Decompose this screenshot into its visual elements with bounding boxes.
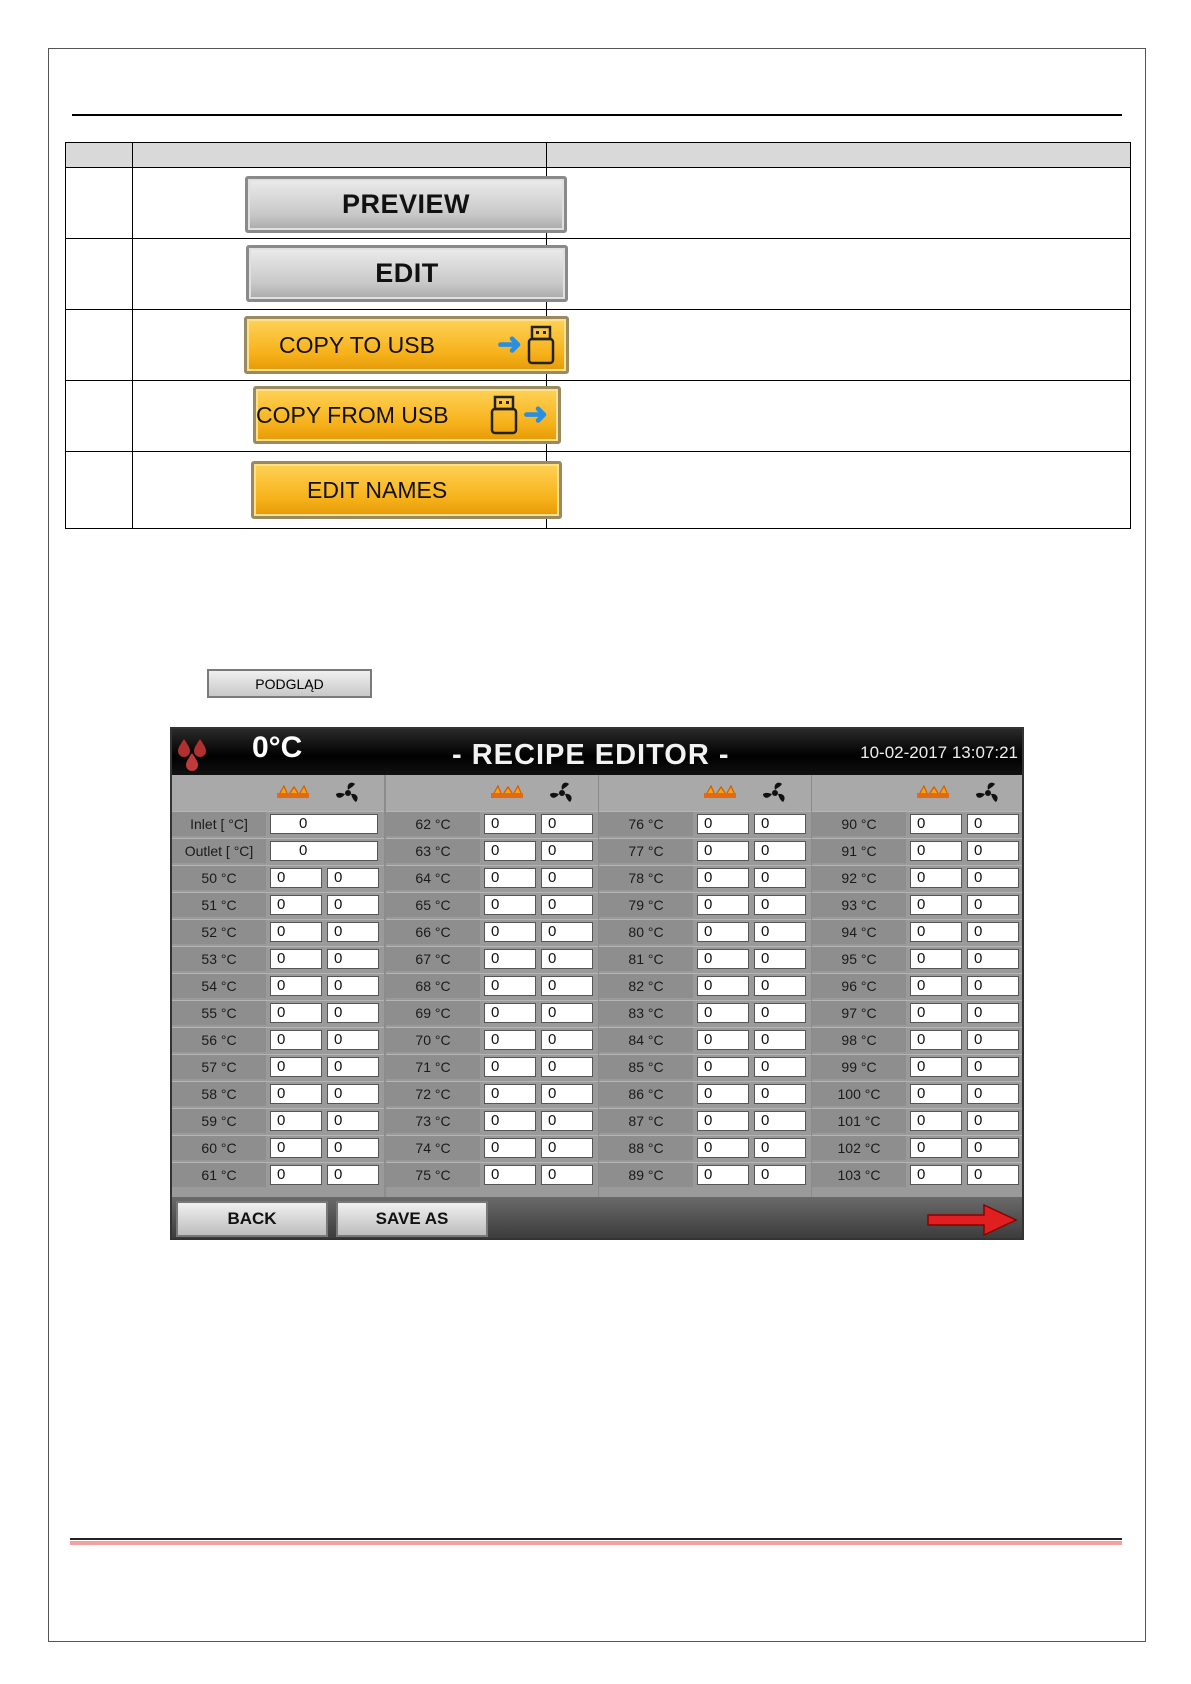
table-row (66, 239, 1131, 310)
footer-rule (70, 1538, 1122, 1540)
fan-value-field[interactable]: 0 (327, 949, 379, 969)
temperature-row (172, 1000, 384, 1025)
temperature-label: 88 °C (599, 1136, 693, 1160)
temperature-label: 89 °C (599, 1163, 693, 1187)
temperature-row (172, 1081, 384, 1106)
table-row (66, 381, 1131, 452)
temperature-row (172, 919, 384, 944)
fan-icon (974, 779, 1002, 812)
fan-value-field[interactable]: 0 (327, 922, 379, 942)
table-row (66, 310, 1131, 381)
heater-value-field[interactable]: 0 (484, 1030, 536, 1050)
fan-value-field[interactable]: 0 (541, 976, 593, 996)
heater-value-field[interactable]: 0 (484, 922, 536, 942)
heater-value-field[interactable]: 0 (697, 922, 749, 942)
fan-value-field[interactable]: 0 (541, 1030, 593, 1050)
temperature-label: 69 °C (386, 1001, 480, 1025)
temperature-label: 99 °C (812, 1055, 906, 1079)
fan-value-field[interactable]: 0 (754, 976, 806, 996)
temperature-label: 63 °C (386, 839, 480, 863)
heater-value-field[interactable]: 0 (697, 1138, 749, 1158)
temperature-label: 74 °C (386, 1136, 480, 1160)
fan-value-field[interactable]: 0 (967, 922, 1019, 942)
temperature-row (812, 1162, 1022, 1187)
temperature-label: 80 °C (599, 920, 693, 944)
copy-from-usb-label: COPY FROM USB (256, 401, 449, 428)
fan-value-field[interactable]: 0 (541, 1165, 593, 1185)
temperature-row (386, 1162, 598, 1187)
heater-value-field[interactable]: 0 (270, 949, 322, 969)
heater-value-field[interactable]: 0 (910, 1165, 962, 1185)
heater-value-field[interactable]: 0 (910, 1138, 962, 1158)
icon-header-row (386, 775, 598, 811)
table-cell (133, 452, 547, 529)
temperature-label: 81 °C (599, 947, 693, 971)
fan-value-field[interactable]: 0 (541, 1057, 593, 1077)
temperature-label: 65 °C (386, 893, 480, 917)
temperature-label: 87 °C (599, 1109, 693, 1133)
temperature-label: 92 °C (812, 866, 906, 890)
temperature-row (812, 892, 1022, 917)
recipe-column (386, 775, 598, 1197)
current-temperature: 0°C (252, 731, 303, 764)
inlet-row (172, 811, 384, 836)
inlet-label: Inlet [ °C] (172, 812, 266, 836)
heater-value-field[interactable]: 0 (270, 1003, 322, 1023)
temperature-label: 55 °C (172, 1001, 266, 1025)
heater-value-field[interactable]: 0 (484, 1111, 536, 1131)
temperature-row (812, 1054, 1022, 1079)
table-cell (66, 168, 133, 239)
temperature-label: 67 °C (386, 947, 480, 971)
preview-button[interactable]: PREVIEW (245, 176, 567, 233)
header-rule (72, 114, 1122, 116)
fan-icon (761, 779, 789, 812)
edit-names-button[interactable]: EDIT NAMES (251, 461, 562, 519)
temperature-row (172, 892, 384, 917)
fan-value-field[interactable]: 0 (754, 841, 806, 861)
table-row (66, 452, 1131, 529)
save-as-button[interactable]: SAVE AS (336, 1201, 488, 1237)
outlet-row (172, 838, 384, 863)
temperature-label: 68 °C (386, 974, 480, 998)
heater-icon (490, 785, 524, 804)
fan-value-field[interactable]: 0 (541, 841, 593, 861)
heater-value-field[interactable]: 0 (697, 949, 749, 969)
heater-value-field[interactable]: 0 (910, 895, 962, 915)
temperature-label: 66 °C (386, 920, 480, 944)
heater-value-field[interactable]: 0 (910, 868, 962, 888)
heater-value-field[interactable]: 0 (697, 868, 749, 888)
fan-value-field[interactable]: 0 (541, 868, 593, 888)
usb-transfer-icon (489, 395, 548, 435)
copy-to-usb-label: COPY TO USB (279, 331, 435, 358)
fan-value-field[interactable]: 0 (967, 841, 1019, 861)
fan-value-field[interactable]: 0 (967, 1111, 1019, 1131)
fan-value-field[interactable]: 0 (967, 949, 1019, 969)
temperature-label: 98 °C (812, 1028, 906, 1052)
fan-value-field[interactable]: 0 (541, 895, 593, 915)
heater-value-field[interactable]: 0 (484, 895, 536, 915)
fan-value-field[interactable]: 0 (967, 1057, 1019, 1077)
temperature-label: 84 °C (599, 1028, 693, 1052)
heater-value-field[interactable]: 0 (910, 841, 962, 861)
heater-value-field[interactable]: 0 (484, 841, 536, 861)
fan-value-field[interactable]: 0 (541, 1138, 593, 1158)
temperature-label: 76 °C (599, 812, 693, 836)
temperature-label: 93 °C (812, 893, 906, 917)
footer-accent-rule (70, 1541, 1122, 1545)
fan-value-field[interactable]: 0 (754, 1030, 806, 1050)
fan-value-field[interactable]: 0 (754, 1111, 806, 1131)
fan-value-field[interactable]: 0 (754, 1057, 806, 1077)
temperature-row (599, 838, 811, 863)
fan-value-field[interactable]: 0 (967, 1138, 1019, 1158)
table-cell (66, 239, 133, 310)
temperature-row (599, 919, 811, 944)
heater-value-field[interactable]: 0 (270, 976, 322, 996)
heater-value-field[interactable]: 0 (270, 895, 322, 915)
heater-value-field[interactable]: 0 (270, 1165, 322, 1185)
outlet-label: Outlet [ °C] (172, 839, 266, 863)
outlet-field[interactable]: 0 (270, 841, 378, 861)
temperature-label: 96 °C (812, 974, 906, 998)
heater-value-field[interactable]: 0 (484, 1084, 536, 1104)
fan-value-field[interactable]: 0 (327, 1003, 379, 1023)
temperature-label: 103 °C (812, 1163, 906, 1187)
next-page-arrow-icon[interactable] (926, 1203, 1018, 1237)
temperature-row (386, 811, 598, 836)
heater-value-field[interactable]: 0 (697, 976, 749, 996)
temperature-label: 57 °C (172, 1055, 266, 1079)
table-header-row (66, 143, 1131, 168)
heater-value-field[interactable]: 0 (697, 895, 749, 915)
heater-value-field[interactable]: 0 (697, 814, 749, 834)
fan-value-field[interactable]: 0 (967, 1165, 1019, 1185)
temperature-row (812, 1081, 1022, 1106)
recipe-column (812, 775, 1022, 1197)
heater-icon (703, 785, 737, 804)
fan-value-field[interactable]: 0 (967, 976, 1019, 996)
temperature-row (599, 1054, 811, 1079)
heater-value-field[interactable]: 0 (910, 976, 962, 996)
icon-header-row (172, 775, 384, 811)
header-cell (133, 143, 547, 168)
heater-icon (276, 785, 310, 804)
temperature-row (172, 1027, 384, 1052)
temperature-row (386, 1108, 598, 1133)
temperature-row (812, 865, 1022, 890)
icon-header-row (812, 775, 1022, 811)
table-row (66, 168, 1131, 239)
temperature-label: 72 °C (386, 1082, 480, 1106)
back-button[interactable]: BACK (176, 1201, 328, 1237)
copy-from-usb-button[interactable] (253, 386, 561, 444)
fan-value-field[interactable]: 0 (541, 1084, 593, 1104)
recipe-column (172, 775, 384, 1197)
usb-stick-icon (526, 325, 556, 365)
temperature-label: 62 °C (386, 812, 480, 836)
temperature-row (386, 919, 598, 944)
temperature-row (386, 892, 598, 917)
fan-value-field[interactable]: 0 (327, 1057, 379, 1077)
temperature-label: 70 °C (386, 1028, 480, 1052)
temperature-row (812, 973, 1022, 998)
fan-value-field[interactable]: 0 (327, 1111, 379, 1131)
temperature-row (386, 946, 598, 971)
fan-value-field[interactable]: 0 (541, 814, 593, 834)
heater-value-field[interactable]: 0 (910, 1111, 962, 1131)
heater-value-field[interactable]: 0 (270, 1057, 322, 1077)
temperature-label: 94 °C (812, 920, 906, 944)
table-cell (133, 168, 547, 239)
fan-value-field[interactable]: 0 (327, 976, 379, 996)
buttons-table (65, 142, 1131, 529)
temperature-row (599, 946, 811, 971)
temperature-row (812, 1000, 1022, 1025)
table-cell (547, 381, 1131, 452)
header-cell (66, 143, 133, 168)
fan-value-field[interactable]: 0 (541, 949, 593, 969)
fan-value-field[interactable]: 0 (327, 1084, 379, 1104)
heater-value-field[interactable]: 0 (484, 976, 536, 996)
heater-value-field[interactable]: 0 (697, 1030, 749, 1050)
temperature-row (386, 1054, 598, 1079)
temperature-label: 71 °C (386, 1055, 480, 1079)
header-cell (547, 143, 1131, 168)
temperature-row (386, 1135, 598, 1160)
temperature-row (386, 973, 598, 998)
fan-value-field[interactable]: 0 (754, 868, 806, 888)
temperature-label: 95 °C (812, 947, 906, 971)
temperature-row (172, 1054, 384, 1079)
hmi-header (172, 729, 1022, 775)
heater-value-field[interactable]: 0 (697, 1165, 749, 1185)
temperature-label: 53 °C (172, 947, 266, 971)
temperature-row (812, 919, 1022, 944)
fan-value-field[interactable]: 0 (541, 1003, 593, 1023)
temperature-row (599, 1081, 811, 1106)
temperature-label: 97 °C (812, 1001, 906, 1025)
edit-button[interactable]: EDIT (246, 245, 568, 302)
heater-value-field[interactable]: 0 (270, 1138, 322, 1158)
usb-transfer-icon (497, 325, 556, 365)
table-cell (547, 452, 1131, 529)
temperature-row (386, 1000, 598, 1025)
temperature-row (172, 1162, 384, 1187)
inlet-field[interactable]: 0 (270, 814, 378, 834)
table-cell (133, 239, 547, 310)
temperature-label: 86 °C (599, 1082, 693, 1106)
temperature-label: 85 °C (599, 1055, 693, 1079)
heater-value-field[interactable]: 0 (697, 841, 749, 861)
table-cell (66, 452, 133, 529)
fan-value-field[interactable]: 0 (967, 868, 1019, 888)
temperature-row (812, 1135, 1022, 1160)
temperature-row (599, 1108, 811, 1133)
heater-value-field[interactable]: 0 (484, 949, 536, 969)
heater-value-field[interactable]: 0 (484, 1165, 536, 1185)
temperature-row (599, 892, 811, 917)
fan-value-field[interactable]: 0 (754, 949, 806, 969)
fan-icon (334, 779, 362, 812)
arrow-right-icon: ➜ (522, 398, 548, 431)
drops-logo-icon (178, 737, 208, 771)
temperature-row (812, 1108, 1022, 1133)
heater-value-field[interactable]: 0 (910, 949, 962, 969)
fan-value-field[interactable]: 0 (967, 1084, 1019, 1104)
temperature-label: 101 °C (812, 1109, 906, 1133)
usb-stick-icon (489, 395, 519, 435)
fan-value-field[interactable]: 0 (754, 922, 806, 942)
temperature-row (812, 838, 1022, 863)
fan-value-field[interactable]: 0 (327, 1030, 379, 1050)
datetime: 10-02-2017 13:07:21 (860, 743, 1018, 762)
heater-value-field[interactable]: 0 (484, 1138, 536, 1158)
temperature-row (812, 1027, 1022, 1052)
temperature-label: 59 °C (172, 1109, 266, 1133)
fan-value-field[interactable]: 0 (754, 814, 806, 834)
temperature-label: 52 °C (172, 920, 266, 944)
temperature-label: 60 °C (172, 1136, 266, 1160)
recipe-column (599, 775, 811, 1197)
hmi-footer (172, 1197, 1022, 1240)
fan-value-field[interactable]: 0 (327, 868, 379, 888)
fan-value-field[interactable]: 0 (754, 1003, 806, 1023)
temperature-label: 58 °C (172, 1082, 266, 1106)
temperature-row (172, 1135, 384, 1160)
temperature-row (386, 1081, 598, 1106)
temperature-row (386, 838, 598, 863)
temperature-row (599, 1000, 811, 1025)
recipe-editor-screen (170, 727, 1024, 1240)
fan-icon (548, 779, 576, 812)
podglad-button[interactable]: PODGLĄD (207, 669, 372, 698)
temperature-label: 100 °C (812, 1082, 906, 1106)
temperature-label: 75 °C (386, 1163, 480, 1187)
screen-title: - RECIPE EDITOR - (452, 739, 730, 771)
temperature-row (812, 946, 1022, 971)
heater-value-field[interactable]: 0 (484, 1003, 536, 1023)
fan-value-field[interactable]: 0 (967, 1003, 1019, 1023)
temperature-row (599, 1162, 811, 1187)
fan-value-field[interactable]: 0 (327, 1165, 379, 1185)
temperature-label: 79 °C (599, 893, 693, 917)
fan-value-field[interactable]: 0 (541, 922, 593, 942)
temperature-row (386, 865, 598, 890)
temperature-row (599, 1027, 811, 1052)
fan-value-field[interactable]: 0 (967, 814, 1019, 834)
temperature-row (386, 1027, 598, 1052)
heater-value-field[interactable]: 0 (910, 1030, 962, 1050)
heater-value-field[interactable]: 0 (270, 868, 322, 888)
fan-value-field[interactable]: 0 (754, 1138, 806, 1158)
temperature-label: 78 °C (599, 866, 693, 890)
icon-header-row (599, 775, 811, 811)
copy-to-usb-button[interactable] (244, 316, 569, 374)
temperature-row (172, 973, 384, 998)
temperature-label: 83 °C (599, 1001, 693, 1025)
temperature-label: 56 °C (172, 1028, 266, 1052)
temperature-label: 91 °C (812, 839, 906, 863)
heater-value-field[interactable]: 0 (697, 1084, 749, 1104)
temperature-label: 77 °C (599, 839, 693, 863)
temperature-row (599, 811, 811, 836)
heater-value-field[interactable]: 0 (910, 922, 962, 942)
heater-value-field[interactable]: 0 (697, 1111, 749, 1131)
table-cell (133, 310, 547, 381)
fan-value-field[interactable]: 0 (754, 895, 806, 915)
fan-value-field[interactable]: 0 (541, 1111, 593, 1131)
temperature-row (172, 946, 384, 971)
fan-value-field[interactable]: 0 (754, 1084, 806, 1104)
table-cell (66, 381, 133, 452)
fan-value-field[interactable]: 0 (327, 895, 379, 915)
temperature-label: 51 °C (172, 893, 266, 917)
temperature-label: 64 °C (386, 866, 480, 890)
fan-value-field[interactable]: 0 (754, 1165, 806, 1185)
fan-value-field[interactable]: 0 (967, 895, 1019, 915)
heater-value-field[interactable]: 0 (484, 868, 536, 888)
temperature-row (172, 865, 384, 890)
heater-value-field[interactable]: 0 (270, 922, 322, 942)
temperature-label: 102 °C (812, 1136, 906, 1160)
heater-value-field[interactable]: 0 (270, 1111, 322, 1131)
table-cell (66, 310, 133, 381)
heater-icon (916, 785, 950, 804)
temperature-row (599, 1135, 811, 1160)
heater-value-field[interactable]: 0 (910, 1057, 962, 1077)
table-cell (547, 310, 1131, 381)
heater-value-field[interactable]: 0 (270, 1030, 322, 1050)
table-cell (547, 239, 1131, 310)
table-cell (133, 381, 547, 452)
temperature-row (812, 811, 1022, 836)
temperature-label: 61 °C (172, 1163, 266, 1187)
temperature-label: 90 °C (812, 812, 906, 836)
temperature-row (599, 865, 811, 890)
temperature-row (172, 1108, 384, 1133)
fan-value-field[interactable]: 0 (327, 1138, 379, 1158)
heater-value-field[interactable]: 0 (484, 814, 536, 834)
temperature-label: 54 °C (172, 974, 266, 998)
heater-value-field[interactable]: 0 (270, 1084, 322, 1104)
heater-value-field[interactable]: 0 (697, 1003, 749, 1023)
heater-value-field[interactable]: 0 (484, 1057, 536, 1077)
temperature-label: 82 °C (599, 974, 693, 998)
temperature-label: 73 °C (386, 1109, 480, 1133)
table-cell (547, 168, 1131, 239)
temperature-row (599, 973, 811, 998)
heater-value-field[interactable]: 0 (910, 1084, 962, 1104)
heater-value-field[interactable]: 0 (910, 814, 962, 834)
heater-value-field[interactable]: 0 (910, 1003, 962, 1023)
fan-value-field[interactable]: 0 (967, 1030, 1019, 1050)
heater-value-field[interactable]: 0 (697, 1057, 749, 1077)
arrow-right-icon: ➜ (496, 328, 522, 361)
temperature-label: 50 °C (172, 866, 266, 890)
